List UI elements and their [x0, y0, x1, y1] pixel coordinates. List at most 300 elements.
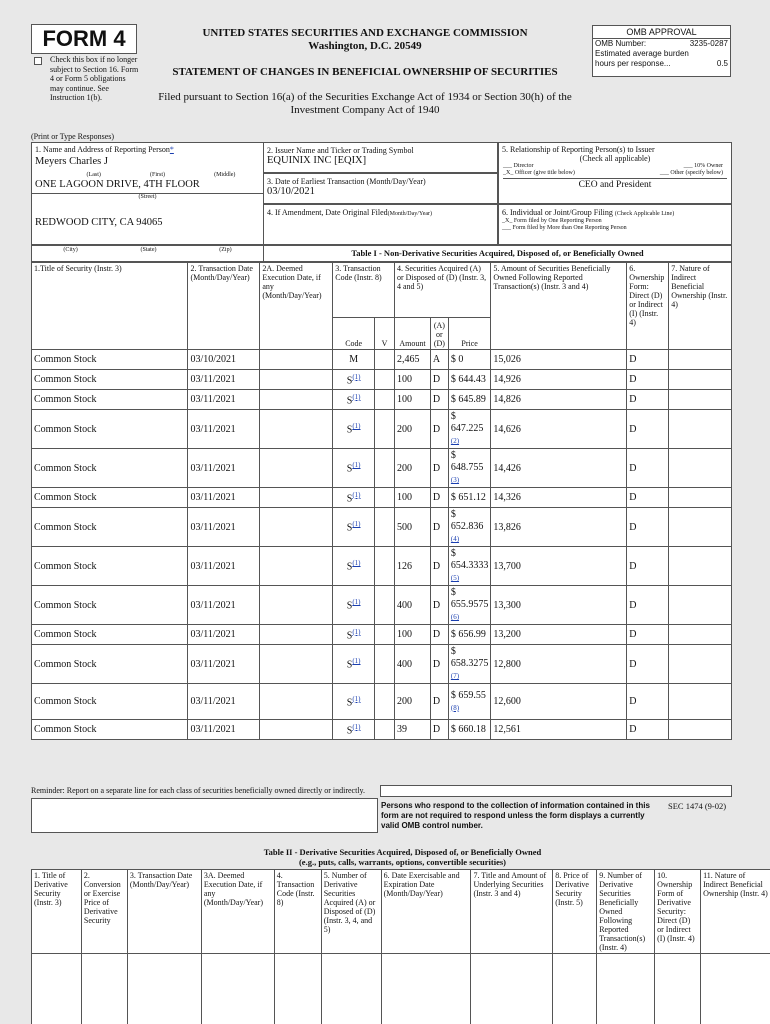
col-title-header: 1.Title of Security (Instr. 3)	[32, 263, 188, 350]
cell-nature	[669, 488, 732, 508]
cell-v	[375, 547, 395, 586]
ad-subheader: (A) or (D)	[430, 318, 448, 350]
cell-deemed	[260, 645, 333, 684]
table-row	[32, 720, 732, 740]
omb-number-label: OMB Number:	[595, 39, 647, 48]
cell-deemed	[260, 547, 333, 586]
code-subheader: Code	[333, 318, 375, 350]
code-value: S	[346, 493, 353, 505]
cell-title: Common Stock	[32, 720, 188, 740]
earliest-transaction-box	[263, 173, 498, 204]
code-footnote-link[interactable]: (1)	[352, 722, 361, 731]
cell-date: 03/11/2021	[188, 410, 260, 449]
cell-amount: 400	[394, 586, 430, 625]
cell-title: Common Stock	[32, 547, 188, 586]
table2-col-header: 6. Date Exercisable and Expiration Date (Month/Day/Year)	[381, 870, 471, 954]
street-label: (Street)	[138, 194, 157, 200]
cell-ad: D	[430, 547, 448, 586]
cell-price	[448, 488, 491, 508]
zip-label: (Zip)	[219, 247, 232, 253]
cell-code	[333, 390, 375, 410]
price-footnote-link[interactable]: (2)	[450, 437, 460, 445]
reminder-box	[380, 785, 732, 797]
table2-empty-cell	[274, 954, 321, 1024]
code-footnote-link[interactable]: (1)	[352, 559, 361, 568]
price-footnote-link[interactable]: (7)	[450, 672, 460, 680]
cell-form: D	[627, 625, 669, 645]
cell-ad: A	[430, 350, 448, 370]
agency-name: UNITED STATES SECURITIES AND EXCHANGE COMMISSION	[202, 27, 528, 39]
code-footnote-link[interactable]: (1)	[352, 694, 361, 703]
table-row	[32, 586, 732, 625]
cell-title: Common Stock	[32, 449, 188, 488]
amount-subheader: Amount	[394, 318, 430, 350]
cell-ad: D	[430, 720, 448, 740]
cell-amount: 500	[394, 508, 430, 547]
table2-title: Table II - Derivative Securities Acquired, Disposed of, or Beneficially Owned	[263, 847, 542, 857]
table2-col-header: 3A. Deemed Execution Date, if any (Month/Day/Year)	[201, 870, 274, 954]
cell-owned: 12,561	[491, 720, 627, 740]
amendment-box	[263, 204, 498, 245]
cell-owned: 13,826	[491, 508, 627, 547]
cell-ad: D	[430, 488, 448, 508]
cell-title: Common Stock	[32, 410, 188, 449]
cell-ad: D	[430, 370, 448, 390]
cell-v	[375, 370, 395, 390]
col-nature-header: 7. Nature of Indirect Beneficial Ownership (Instr. 4)	[669, 263, 732, 350]
relationship-box	[498, 142, 732, 204]
cell-deemed	[260, 684, 333, 720]
cell-code	[333, 645, 375, 684]
col-owned-header: 5. Amount of Securities Beneficially Owned Following Reported Transaction(s) (Instr. 3 and 4)	[491, 263, 627, 350]
table2-empty-cell	[655, 954, 701, 1024]
box5-sublabel: (Check all applicable)	[579, 154, 651, 163]
table1-title: Table I - Non-Derivative Securities Acquired, Disposed of, or Beneficially Owned	[263, 245, 732, 262]
officer-option[interactable]: _X_ Officer (give title below)	[503, 170, 575, 176]
cell-owned: 14,926	[491, 370, 627, 390]
cell-ad: D	[430, 390, 448, 410]
reminder-text: Reminder: Report on a separate line for each class of securities beneficially owned directly or indirectly.	[31, 786, 366, 795]
code-footnote-link[interactable]: (1)	[352, 520, 361, 529]
cell-date: 03/10/2021	[188, 350, 260, 370]
cell-price	[448, 720, 491, 740]
cell-v	[375, 390, 395, 410]
box5-label: 5. Relationship of Reporting Person(s) to Issuer	[502, 145, 655, 154]
statement-title: STATEMENT OF CHANGES IN BENEFICIAL OWNERSHIP OF SECURITIES	[172, 66, 558, 78]
street-address: ONE LAGOON DRIVE, 4TH FLOOR	[35, 179, 200, 190]
cell-nature	[669, 370, 732, 390]
other-option[interactable]: ___ Other (specify below)	[659, 170, 723, 176]
cell-title: Common Stock	[32, 625, 188, 645]
cell-title: Common Stock	[32, 645, 188, 684]
cell-price	[448, 370, 491, 390]
cell-amount: 100	[394, 370, 430, 390]
table-row	[32, 350, 732, 370]
cell-v	[375, 684, 395, 720]
first-label: (First)	[149, 172, 165, 178]
city-label: (City)	[63, 247, 78, 253]
cell-owned: 15,026	[491, 350, 627, 370]
cell-deemed	[260, 370, 333, 390]
cell-amount: 126	[394, 547, 430, 586]
director-option[interactable]: ___ Director	[503, 163, 534, 169]
cell-v	[375, 625, 395, 645]
cell-code	[333, 547, 375, 586]
table2-title-block	[31, 847, 770, 867]
cell-code	[333, 410, 375, 449]
cell-amount: 39	[394, 720, 430, 740]
cell-amount: 200	[394, 410, 430, 449]
code-footnote-link[interactable]: (1)	[352, 657, 361, 666]
col-securities-header: 4. Securities Acquired (A) or Disposed of (D) (Instr. 3, 4 and 5)	[394, 263, 490, 318]
cell-owned: 14,326	[491, 488, 627, 508]
cell-date: 03/11/2021	[188, 547, 260, 586]
cell-v	[375, 410, 395, 449]
cell-nature	[669, 390, 732, 410]
cell-form: D	[627, 449, 669, 488]
cell-date: 03/11/2021	[188, 684, 260, 720]
code-value: S	[346, 630, 353, 642]
code-footnote-link[interactable]: (1)	[352, 372, 361, 381]
box1-footnote[interactable]: *	[169, 145, 174, 154]
price-footnote-link[interactable]: (4)	[450, 535, 460, 543]
code-value: S	[346, 424, 353, 436]
cell-nature	[669, 645, 732, 684]
table-row	[32, 488, 732, 508]
cell-date: 03/11/2021	[188, 625, 260, 645]
cell-owned: 13,300	[491, 586, 627, 625]
cell-price	[448, 350, 491, 370]
code-value: S	[346, 600, 353, 612]
cell-deemed	[260, 625, 333, 645]
price-value: $ 656.99	[450, 628, 486, 640]
code-footnote-link[interactable]: (1)	[352, 627, 361, 636]
cell-date: 03/11/2021	[188, 390, 260, 410]
cell-title: Common Stock	[32, 390, 188, 410]
cell-v	[375, 645, 395, 684]
omb-burden-label: Estimated average burden	[595, 49, 689, 58]
cell-nature	[669, 684, 732, 720]
table2-empty-cell	[321, 954, 381, 1024]
cell-price	[448, 625, 491, 645]
omb-approval-box	[592, 25, 731, 77]
cell-amount: 100	[394, 390, 430, 410]
cell-v	[375, 449, 395, 488]
table-row	[32, 645, 732, 684]
cell-price	[448, 684, 491, 720]
code-value: S	[346, 697, 353, 709]
cell-amount: 100	[394, 625, 430, 645]
code-value: S	[346, 375, 353, 387]
cell-v	[375, 586, 395, 625]
cell-code	[333, 720, 375, 740]
price-value: $ 660.18	[450, 723, 486, 735]
cell-code	[333, 586, 375, 625]
cell-price	[448, 449, 491, 488]
table2-empty-cell	[81, 954, 127, 1024]
cell-form: D	[627, 645, 669, 684]
price-footnote-link[interactable]: (3)	[450, 476, 460, 484]
table2-empty-cell	[597, 954, 655, 1024]
filed-pursuant: Filed pursuant to Section 16(a) of the Securities Exchange Act of 1934 or Section 30(h) of the Investment Company Act of 1940	[158, 91, 572, 116]
cell-amount: 400	[394, 645, 430, 684]
cell-nature	[669, 410, 732, 449]
filing-one-person[interactable]: _X_ Form filed by One Reporting Person	[502, 218, 602, 224]
cell-date: 03/11/2021	[188, 508, 260, 547]
col-form-header: 6. Ownership Form: Direct (D) or Indirect (I) (Instr. 4)	[627, 263, 669, 350]
cell-price	[448, 547, 491, 586]
cell-form: D	[627, 508, 669, 547]
cell-form: D	[627, 684, 669, 720]
cell-date: 03/11/2021	[188, 488, 260, 508]
cell-ad: D	[430, 508, 448, 547]
cell-owned: 14,426	[491, 449, 627, 488]
sec-code: SEC 1474 (9-02)	[668, 801, 727, 811]
price-value: $ 654.3333	[450, 548, 489, 571]
cell-v	[375, 508, 395, 547]
filing-multiple-persons[interactable]: ___ Form filed by More than One Reporting Person	[502, 225, 627, 231]
code-footnote-link[interactable]: (1)	[352, 422, 361, 431]
print-note: (Print or Type Responses)	[31, 132, 115, 141]
cell-ad: D	[430, 410, 448, 449]
v-subheader: V	[375, 318, 395, 350]
cell-nature	[669, 350, 732, 370]
form-title: FORM 4	[31, 24, 137, 54]
price-value: $ 658.3275	[450, 646, 489, 669]
price-value: $ 652.836	[450, 509, 484, 532]
table2-derivative	[31, 869, 770, 1024]
cell-form: D	[627, 370, 669, 390]
price-value: $ 645.89	[450, 393, 486, 405]
table-row	[32, 547, 732, 586]
cell-owned: 14,626	[491, 410, 627, 449]
code-value: S	[346, 659, 353, 671]
cell-deemed	[260, 488, 333, 508]
price-value: $ 648.755	[450, 450, 484, 473]
cell-form: D	[627, 410, 669, 449]
cell-code	[333, 508, 375, 547]
cell-deemed	[260, 720, 333, 740]
city-state-zip-labels	[31, 245, 264, 262]
table2-empty-cell	[553, 954, 597, 1024]
table2-empty-cell	[127, 954, 201, 1024]
agency-location: Washington, D.C. 20549	[308, 40, 422, 52]
price-value: $ 647.225	[450, 411, 484, 434]
reporting-person-name: Meyers Charles J	[35, 156, 108, 167]
table2-empty-cell	[701, 954, 770, 1024]
cell-form: D	[627, 586, 669, 625]
table1-non-derivative	[31, 262, 732, 740]
cell-nature	[669, 449, 732, 488]
price-value: $ 0	[450, 353, 464, 365]
cell-date: 03/11/2021	[188, 370, 260, 390]
code-footnote-link[interactable]: (1)	[352, 598, 361, 607]
col-deemed-header: 2A. Deemed Execution Date, if any (Month/Day/Year)	[260, 263, 333, 350]
table-row	[32, 390, 732, 410]
price-footnote-link[interactable]: (5)	[450, 574, 460, 582]
cell-price	[448, 390, 491, 410]
table-row	[32, 684, 732, 720]
box4-sublabel: (Month/Day/Year)	[387, 211, 433, 217]
cell-v	[375, 350, 395, 370]
cell-code	[333, 625, 375, 645]
owner-option[interactable]: ___ 10% Owner	[683, 163, 723, 169]
box6-label: 6. Individual or Joint/Group Filing	[502, 208, 613, 217]
omb-hours-label: hours per response...	[595, 59, 671, 68]
code-value: S	[346, 522, 353, 534]
blank-box	[31, 798, 378, 833]
table-row	[32, 449, 732, 488]
cell-code	[333, 370, 375, 390]
table2-col-header: 5. Number of Derivative Securities Acquired (A) or Disposed of (D) (Instr. 3, 4, and 5)	[321, 870, 381, 954]
col-date-header: 2. Transaction Date (Month/Day/Year)	[188, 263, 260, 350]
table2-col-header: 10. Ownership Form of Derivative Security: Direct (D) or Indirect (I) (Instr. 4)	[655, 870, 701, 954]
code-footnote-link[interactable]: (1)	[352, 461, 361, 470]
cell-form: D	[627, 488, 669, 508]
price-value: $ 644.43	[450, 373, 486, 385]
box1-label: 1. Name and Address of Reporting Person	[35, 145, 170, 154]
city-address: REDWOOD CITY, CA 94065	[35, 217, 163, 228]
omb-number-value: 3235-0287	[689, 39, 728, 48]
reporting-person-box	[31, 142, 264, 245]
cell-title: Common Stock	[32, 508, 188, 547]
cell-deemed	[260, 390, 333, 410]
officer-title: CEO and President	[578, 180, 652, 190]
cell-amount: 100	[394, 488, 430, 508]
table2-empty-cell	[471, 954, 553, 1024]
checkbox-label: Check this box if no longer subject to Section 16. Form 4 or Form 5 obligations may continue. See Instruction 1(b).	[50, 55, 139, 102]
cell-title: Common Stock	[32, 350, 188, 370]
cell-price	[448, 645, 491, 684]
cell-v	[375, 488, 395, 508]
omb-title: OMB APPROVAL	[593, 26, 730, 39]
cell-ad: D	[430, 449, 448, 488]
table-row	[32, 370, 732, 390]
cell-ad: D	[430, 684, 448, 720]
cell-deemed	[260, 410, 333, 449]
price-subheader: Price	[448, 318, 491, 350]
filing-type-box	[498, 204, 732, 245]
cell-form: D	[627, 547, 669, 586]
code-value: S	[346, 463, 353, 475]
code-footnote-link[interactable]: (1)	[352, 392, 361, 401]
table2-empty-cell	[32, 954, 82, 1024]
persons-note: Persons who respond to the collection of information contained in this form are not required to respond unless the form displays a currently valid OMB control number.	[381, 801, 650, 830]
agency-header	[160, 27, 570, 53]
cell-amount: 200	[394, 449, 430, 488]
cell-nature	[669, 720, 732, 740]
box6-sublabel: (Check Applicable Line)	[614, 211, 675, 217]
cell-code	[333, 684, 375, 720]
cell-code	[333, 449, 375, 488]
table2-col-header: 2. Conversion or Exercise Price of Derivative Security	[81, 870, 127, 954]
table2-col-header: 7. Title and Amount of Underlying Securities (Instr. 3 and 4)	[471, 870, 553, 954]
code-value: M	[349, 354, 359, 365]
cell-price	[448, 410, 491, 449]
issuer-box	[263, 142, 498, 173]
table2-col-header: 3. Transaction Date (Month/Day/Year)	[127, 870, 201, 954]
box3-label: 3. Date of Earliest Transaction (Month/Day/Year)	[267, 177, 426, 186]
cell-deemed	[260, 508, 333, 547]
cell-ad: D	[430, 625, 448, 645]
state-label: (State)	[140, 247, 157, 253]
cell-form: D	[627, 350, 669, 370]
table1-body	[32, 350, 732, 740]
cell-title: Common Stock	[32, 488, 188, 508]
cell-price	[448, 586, 491, 625]
table2-col-header: 9. Number of Derivative Securities Beneficially Owned Following Reported Transaction(s) (Instr. 4)	[597, 870, 655, 954]
cell-nature	[669, 586, 732, 625]
table2-col-header: 4. Transaction Code (Instr. 8)	[274, 870, 321, 954]
omb-hours-value: 0.5	[716, 59, 728, 68]
table2-col-header: 11. Nature of Indirect Beneficial Ownership (Instr. 4)	[701, 870, 770, 954]
code-value: S	[346, 395, 353, 407]
cell-ad: D	[430, 645, 448, 684]
cell-deemed	[260, 350, 333, 370]
earliest-transaction-date: 03/10/2021	[267, 186, 315, 197]
middle-label: (Middle)	[214, 172, 236, 178]
cell-owned: 12,600	[491, 684, 627, 720]
code-footnote-link[interactable]: (1)	[352, 490, 361, 499]
cell-date: 03/11/2021	[188, 449, 260, 488]
cell-nature	[669, 508, 732, 547]
cell-nature	[669, 625, 732, 645]
cell-owned: 13,700	[491, 547, 627, 586]
cell-date: 03/11/2021	[188, 720, 260, 740]
cell-date: 03/11/2021	[188, 645, 260, 684]
cell-amount: 200	[394, 684, 430, 720]
price-footnote-link[interactable]: (8)	[450, 703, 460, 712]
code-value: S	[346, 725, 353, 737]
cell-code	[333, 350, 375, 370]
table2-empty-cell	[381, 954, 471, 1024]
cell-title: Common Stock	[32, 370, 188, 390]
no-longer-subject-checkbox[interactable]	[34, 57, 42, 65]
cell-form: D	[627, 720, 669, 740]
cell-deemed	[260, 449, 333, 488]
cell-ad: D	[430, 586, 448, 625]
cell-form: D	[627, 390, 669, 410]
cell-v	[375, 720, 395, 740]
cell-deemed	[260, 586, 333, 625]
table2-empty-cell	[201, 954, 274, 1024]
cell-title: Common Stock	[32, 684, 188, 720]
price-footnote-link[interactable]: (6)	[450, 613, 460, 621]
box4-label: 4. If Amendment, Date Original Filed	[267, 208, 388, 217]
issuer-value: EQUINIX INC [EQIX]	[267, 155, 367, 166]
cell-code	[333, 488, 375, 508]
price-value: $ 659.55	[450, 689, 486, 701]
cell-title: Common Stock	[32, 586, 188, 625]
code-value: S	[346, 561, 353, 573]
cell-owned: 13,200	[491, 625, 627, 645]
table2-col-header: 1. Title of Derivative Security (Instr. 3)	[32, 870, 82, 954]
cell-date: 03/11/2021	[188, 586, 260, 625]
cell-owned: 14,826	[491, 390, 627, 410]
table-row	[32, 410, 732, 449]
cell-amount: 2,465	[394, 350, 430, 370]
price-value: $ 655.9575	[450, 587, 489, 610]
table2-col-header: 8. Price of Derivative Security (Instr. 5)	[553, 870, 597, 954]
table-row	[32, 508, 732, 547]
table-row	[32, 625, 732, 645]
box2-label: 2. Issuer Name and Ticker or Trading Symbol	[267, 146, 414, 155]
table2-subtitle: (e.g., puts, calls, warrants, options, convertible securities)	[298, 857, 507, 867]
col-code-header: 3. Transaction Code (Instr. 8)	[333, 263, 395, 318]
cell-nature	[669, 547, 732, 586]
cell-price	[448, 508, 491, 547]
price-value: $ 651.12	[450, 491, 486, 503]
